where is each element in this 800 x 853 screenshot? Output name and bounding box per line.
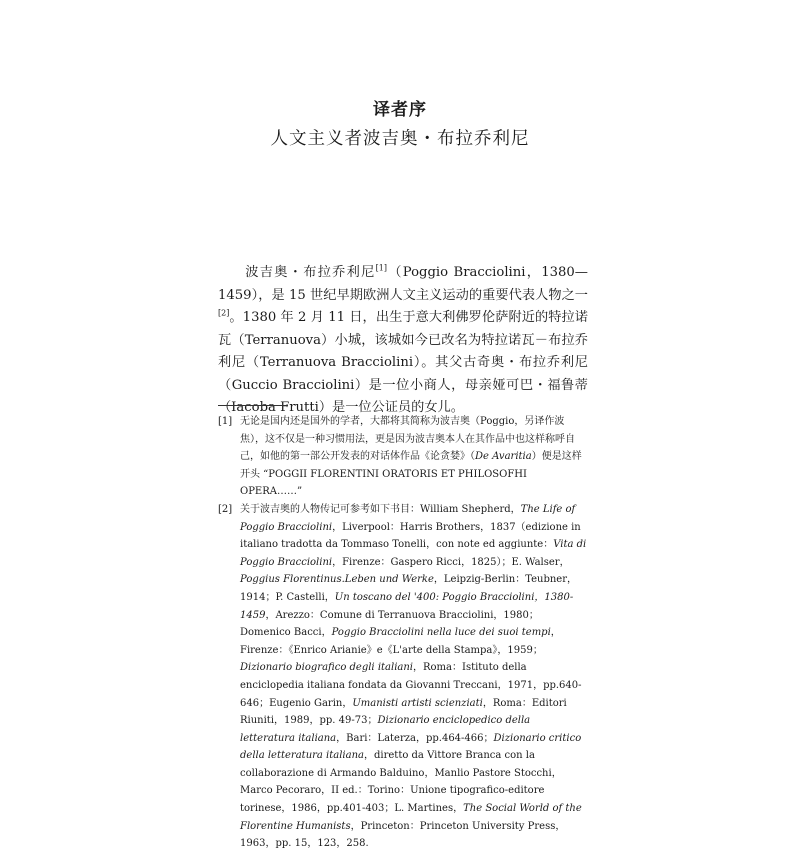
footnote-text-part: ，Firenze：Gaspero Ricci，1825）；E. Walser， (332, 556, 570, 568)
footnote-divider (218, 405, 288, 406)
footnote-text (240, 413, 588, 501)
footnote-italic-title: The Life of Poggio Bracciolini (240, 503, 576, 533)
footnote-italic-title: Dizionario biografico degli italiani (240, 662, 413, 674)
paragraph-text: （Poggio Bracciolini，1380—1459），是 15 世纪早期欧洲人文主义运动的重要代表人物之一 (218, 265, 588, 303)
chapter-title: 人文主义者波吉奥・布拉乔利尼 (270, 129, 530, 149)
body-paragraph (218, 262, 588, 420)
footnote-2 (218, 501, 588, 853)
footnote-text-part: ，Princeton：Princeton University Press，1963，pp. 15，123，258. (240, 820, 566, 850)
paragraph-text: 波吉奥・布拉乔利尼 (244, 265, 376, 280)
footnote-text-part: ）便是这样开头 “POGGII FLORENTINI ORATORIS ET PHILOSOFHI OPERA……” (240, 451, 582, 498)
footnote-text-part: ，Roma：Editori Riuniti，1989，pp. 49-73； (240, 697, 567, 727)
footnote-text-part: ，Roma：Istituto della enciclopedia italiana fondata da Giovanni Treccani，1971，pp.640-646；Eugenio Garin， (240, 662, 582, 709)
footnote-text-part: ，Firenze：《Enrico Arianie》e《L'arte della Stampa》，1959； (240, 627, 561, 656)
paragraph-text: 。1380 年 2 月 11 日，出生于意大利佛罗伦萨附近的特拉诺瓦（Terranuova）小城，该城如今已改名为特拉诺瓦－布拉乔利尼（Terranuova Bracciolini）。其父古奇奥・布拉乔利尼（Guccio Bracciolini）是一位小商人，母亲娅可巴・福鲁蒂（Iacoba Frutti）是一位公证员的女儿。 (218, 310, 588, 415)
footnote-italic-title: The Social World of the Florentine Humanists (240, 803, 582, 832)
footnote-italic-title: De Avaritia (475, 451, 532, 463)
footnote-1 (218, 413, 588, 501)
footnote-text-part: ，diretto da Vittore Branca con la collaborazione di Armando Balduino，Manlio Pastore Stocchi，Marco Pecoraro，II ed.：Torino：Unione tipografico-editore torinese，1986，pp.401-403；L. Martines， (240, 750, 562, 815)
footnote-text-part: ，Arezzo：Comune di Terranuova Bracciolini，1980；Domenico Bacci， (240, 609, 539, 639)
footnotes (218, 413, 588, 853)
footnote-text-part: 关于波吉奥的人物传记可参考如下书目：William Shepherd， (240, 503, 521, 515)
footnote-italic-title: Umanisti artisti scienziati (352, 697, 483, 709)
footnote-text-part: 无论是国内还是国外的学者，大都将其简称为波吉奥（Poggio，另译作波焦），这不仅是一种习惯用法，更是因为波吉奥本人在其作品中也这样称呼自己，如他的第一部公开发表的对话体作品《论贪婪》（ (240, 416, 575, 463)
footnote-mark: [2] (218, 503, 233, 515)
footnote-italic-title: Dizionario critico della letteratura italiana (240, 732, 582, 762)
footnote-italic-title: Poggio Bracciolini nella luce dei suoi tempi (331, 627, 551, 639)
footnote-italic-title: Dizionario enciclopedico della letteratura italiana (240, 715, 531, 744)
preface-label: 译者序 (373, 100, 427, 120)
footnote-text-part: ，Liverpool：Harris Brothers，1837（edizione in italiano tradotta da Tommaso Tonelli，con note ed aggiunte： (240, 521, 581, 551)
footnote-text (240, 501, 588, 853)
footnote-text-part: ，Bari：Laterza，pp.464-466； (336, 732, 494, 744)
footnote-italic-title: Un toscano del '400: Poggio Bracciolini，1380-1459 (240, 591, 574, 621)
footnote-ref-2[interactable]: [2] (218, 308, 230, 318)
footnote-italic-title: Poggius Florentinus.Leben und Werke (240, 574, 434, 586)
footnote-text-part: ，Leipzig-Berlin：Teubner，1914；P. Castelli， (240, 574, 577, 603)
footnote-ref-1[interactable]: [1] (375, 263, 387, 273)
footnote-mark: [1] (218, 416, 233, 427)
footnote-italic-title: Vita di Poggio Bracciolini (240, 539, 587, 568)
